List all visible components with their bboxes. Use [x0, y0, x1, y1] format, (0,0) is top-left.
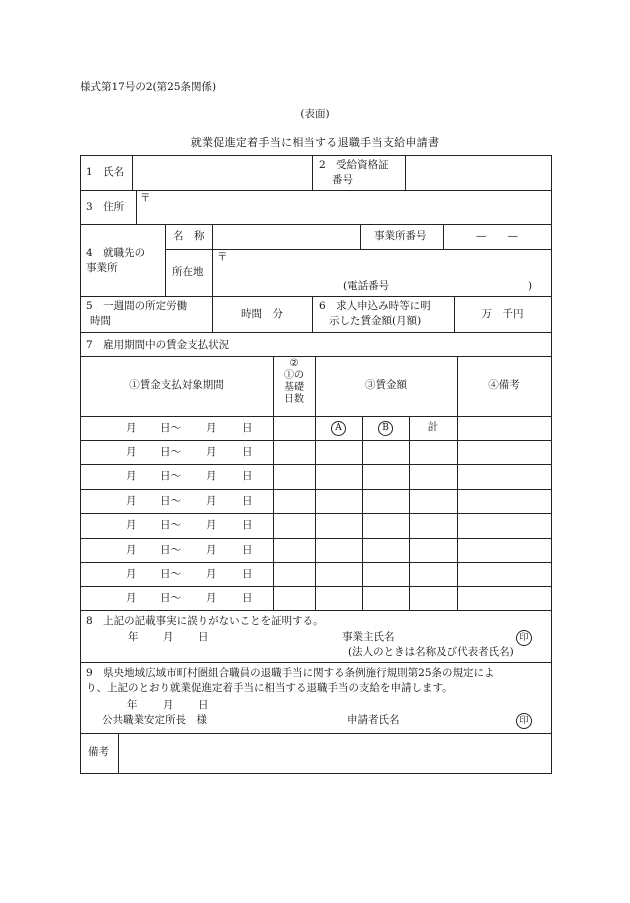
employer-label: 4 就職先の: [86, 247, 146, 259]
end-day: 日: [242, 519, 253, 531]
certification-statement: 8 上記の記載事実に誤りがないことを証明する。: [86, 615, 324, 627]
col-basis-header: ② ①の 基礎 日数: [284, 358, 304, 405]
start-month: 月: [126, 422, 137, 434]
apply-year: 年: [127, 699, 138, 711]
wage-sub-total: 計: [427, 421, 439, 433]
col-period-header: ①賃金支払対象期間: [129, 379, 224, 391]
apply-day: 日: [198, 699, 209, 711]
end-month: 月: [206, 592, 217, 604]
end-day: 日: [242, 544, 253, 556]
form-number: 様式第17号の2(第25条関係): [80, 81, 217, 93]
end-day: 日: [242, 446, 253, 458]
application-statement-1: 9 県央地域広域市町村圏組合職員の退職手当に関する条例施行規則第25条の規定によ: [86, 667, 495, 679]
application-form: [80, 155, 552, 774]
col-wage-header: ③賃金額: [365, 379, 407, 391]
start-month: 月: [126, 568, 137, 580]
end-month: 月: [206, 495, 217, 507]
wage-units: 万 千円: [481, 308, 524, 320]
location-postal-mark: 〒: [217, 251, 228, 263]
start-month: 月: [126, 592, 137, 604]
end-day: 日: [242, 592, 253, 604]
location-label: 所在地: [172, 266, 204, 278]
cert-month: 月: [163, 631, 174, 643]
end-month: 月: [206, 544, 217, 556]
address-label: 3 住所: [86, 201, 125, 213]
form-title: 就業促進定着手当に相当する退職手当支給申請書: [190, 136, 440, 149]
applicant-seal-icon: 印: [516, 713, 532, 729]
start-day: 日～: [160, 495, 181, 507]
wage-sub-b: B: [378, 421, 393, 436]
cert-number-label-2: 番号: [332, 174, 353, 186]
start-day: 日～: [160, 544, 181, 556]
offered-wage-label-2: 示した賃金額(月額): [329, 315, 422, 327]
start-day: 日～: [160, 568, 181, 580]
apply-month: 月: [163, 699, 174, 711]
end-day: 日: [242, 470, 253, 482]
start-day: 日～: [160, 422, 181, 434]
weekly-hours-label-2: 時間: [90, 315, 111, 327]
start-month: 月: [126, 544, 137, 556]
cert-year: 年: [128, 631, 139, 643]
owner-name-label: 事業主氏名: [342, 631, 395, 643]
end-month: 月: [206, 519, 217, 531]
end-day: 日: [242, 568, 253, 580]
end-month: 月: [206, 470, 217, 482]
cert-day: 日: [198, 631, 209, 643]
application-statement-2: り、上記のとおり就業促進定着手当に相当する退職手当の支給を申請します。: [86, 682, 453, 694]
start-day: 日～: [160, 592, 181, 604]
name-label: 1 氏名: [86, 166, 125, 178]
wage-status-title: 7 雇用期間中の賃金支払状況: [86, 339, 230, 351]
remarks-label: 備考: [88, 746, 109, 758]
phone-label: (電話番号: [343, 280, 390, 292]
phone-close: ): [528, 280, 533, 292]
end-month: 月: [206, 446, 217, 458]
offered-wage-label: 6 求人申込み時等に明: [319, 300, 431, 312]
addressee: 公共職業安定所長 様: [102, 714, 207, 726]
start-day: 日～: [160, 519, 181, 531]
col-remarks-header: ④備考: [488, 379, 520, 391]
office-number-label: 事業所番号: [374, 230, 427, 242]
applicant-name-label: 申請者氏名: [347, 714, 400, 726]
employer-label-2: 事業所: [86, 262, 118, 274]
end-day: 日: [242, 422, 253, 434]
office-number-dashes: — —: [476, 230, 518, 242]
start-month: 月: [126, 470, 137, 482]
side-label: (表面): [300, 108, 330, 120]
company-name-label: 名 称: [173, 230, 205, 242]
owner-seal-icon: 印: [516, 630, 532, 646]
weekly-hours-label: 5 一週間の所定労働: [86, 300, 188, 312]
end-month: 月: [206, 422, 217, 434]
start-month: 月: [126, 495, 137, 507]
start-day: 日～: [160, 470, 181, 482]
end-day: 日: [242, 495, 253, 507]
start-month: 月: [126, 519, 137, 531]
start-day: 日～: [160, 446, 181, 458]
start-month: 月: [126, 446, 137, 458]
wage-sub-a: A: [331, 421, 346, 436]
corporation-note: (法人のときは名称及び代表者氏名): [348, 646, 514, 658]
hours-units: 時間 分: [241, 308, 283, 320]
postal-mark: 〒: [140, 192, 151, 204]
cert-number-label: 2 受給資格証: [319, 159, 389, 171]
end-month: 月: [206, 568, 217, 580]
